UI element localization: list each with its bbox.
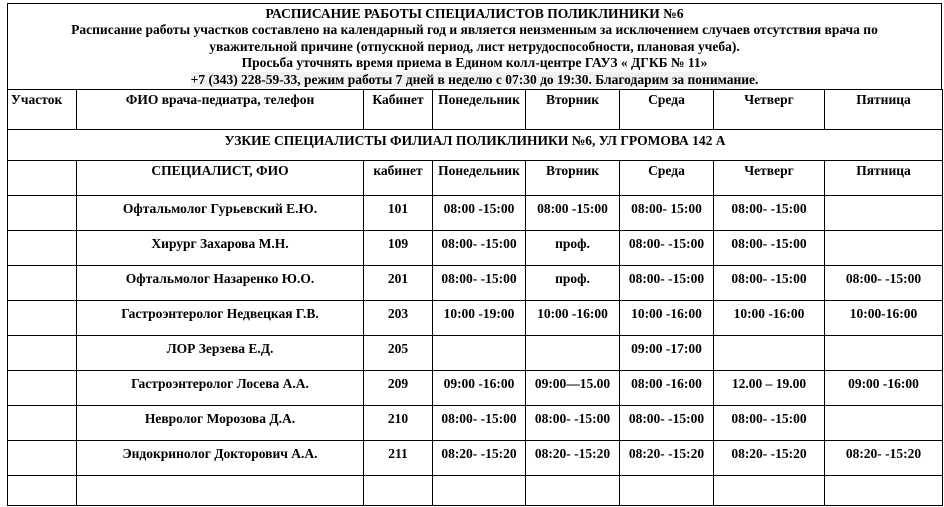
cell-specialist: Хирург Захарова М.Н. xyxy=(77,231,364,266)
cell-wed: 08:00- -15:00 xyxy=(620,406,714,441)
cell-thu: 12.00 – 19.00 xyxy=(714,371,825,406)
cell-mon: 09:00 -16:00 xyxy=(433,371,526,406)
cell-tue: проф. xyxy=(526,266,620,301)
cell-uchastok xyxy=(8,301,77,336)
cell-fri: 09:00 -16:00 xyxy=(825,371,943,406)
cell-specialist: Офтальмолог Гурьевский Е.Ю. xyxy=(77,196,364,231)
sub-header-cabinet: кабинет xyxy=(364,161,433,196)
cell-tue: 10:00 -16:00 xyxy=(526,301,620,336)
cell-cabinet: 209 xyxy=(364,371,433,406)
empty-cell xyxy=(77,476,364,506)
cell-fri xyxy=(825,196,943,231)
cell-mon: 08:00- -15:00 xyxy=(433,406,526,441)
col-header-uchastok: Участок xyxy=(8,90,77,130)
empty-cell xyxy=(364,476,433,506)
cell-specialist: ЛОР Зерзева Е.Д. xyxy=(77,336,364,371)
table-row xyxy=(8,231,943,266)
cell-uchastok xyxy=(8,231,77,266)
sub-header-fri: Пятница xyxy=(825,161,943,196)
table-row xyxy=(8,266,943,301)
sub-header-wed: Среда xyxy=(620,161,714,196)
cell-mon: 08:20- -15:20 xyxy=(433,441,526,476)
cell-mon: 08:00 -15:00 xyxy=(433,196,526,231)
empty-cell xyxy=(526,476,620,506)
cell-thu xyxy=(714,336,825,371)
cell-specialist: Гастроэнтеролог Недвецкая Г.В. xyxy=(77,301,364,336)
table-row xyxy=(8,301,943,336)
cell-tue xyxy=(526,336,620,371)
cell-uchastok xyxy=(8,371,77,406)
cell-tue: проф. xyxy=(526,231,620,266)
cell-thu: 08:20- -15:20 xyxy=(714,441,825,476)
table-row xyxy=(8,196,943,231)
cell-tue: 08:00- -15:00 xyxy=(526,406,620,441)
cell-mon: 10:00 -19:00 xyxy=(433,301,526,336)
empty-cell xyxy=(620,476,714,506)
contact-line: +7 (343) 228-59-33, режим работы 7 дней в неделю с 07:30 до 19:30. Благодарим за понимание. xyxy=(190,71,759,87)
section-row xyxy=(8,130,943,161)
cell-tue: 08:20- -15:20 xyxy=(526,441,620,476)
section-title: УЗКИЕ СПЕЦИАЛИСТЫ ФИЛИАЛ ПОЛИКЛИНИКИ №6, УЛ ГРОМОВА 142 А xyxy=(8,130,943,161)
sub-header-mon: Понедельник xyxy=(433,161,526,196)
cell-cabinet: 205 xyxy=(364,336,433,371)
cell-wed: 09:00 -17:00 xyxy=(620,336,714,371)
cell-thu: 08:00- -15:00 xyxy=(714,266,825,301)
table-row xyxy=(8,336,943,371)
sub-header-empty xyxy=(8,161,77,196)
cell-tue: 09:00—15.00 xyxy=(526,371,620,406)
cell-specialist: Офтальмолог Назаренко Ю.О. xyxy=(77,266,364,301)
col-header-wed: Среда xyxy=(620,90,714,130)
cell-cabinet: 210 xyxy=(364,406,433,441)
cell-specialist: Невролог Морозова Д.А. xyxy=(77,406,364,441)
col-header-fri: Пятница xyxy=(825,90,943,130)
schedule-table xyxy=(7,89,943,506)
cell-wed: 08:20- -15:20 xyxy=(620,441,714,476)
cell-wed: 08:00- 15:00 xyxy=(620,196,714,231)
notice-line-2: уважительной причине (отпускной период, лист нетрудоспособности, плановая учеба). xyxy=(209,38,740,54)
cell-cabinet: 203 xyxy=(364,301,433,336)
cell-cabinet: 101 xyxy=(364,196,433,231)
cell-cabinet: 109 xyxy=(364,231,433,266)
cell-fri: 08:20- -15:20 xyxy=(825,441,943,476)
empty-cell xyxy=(8,476,77,506)
cell-thu: 08:00- -15:00 xyxy=(714,406,825,441)
sub-header-specialist: СПЕЦИАЛИСТ, ФИО xyxy=(77,161,364,196)
sub-header-tue: Вторник xyxy=(526,161,620,196)
cell-mon: 08:00- -15:00 xyxy=(433,266,526,301)
cell-cabinet: 211 xyxy=(364,441,433,476)
col-header-tue: Вторник xyxy=(526,90,620,130)
schedule-document xyxy=(7,3,942,506)
cell-wed: 08:00 -16:00 xyxy=(620,371,714,406)
cell-uchastok xyxy=(8,266,77,301)
sub-header-thu: Четверг xyxy=(714,161,825,196)
col-header-doctor: ФИО врача-педиатра, телефон xyxy=(77,90,364,130)
cell-uchastok xyxy=(8,196,77,231)
empty-row xyxy=(8,476,943,506)
cell-mon: 08:00- -15:00 xyxy=(433,231,526,266)
empty-cell xyxy=(825,476,943,506)
cell-specialist: Эндокринолог Докторович А.А. xyxy=(77,441,364,476)
cell-fri: 08:00- -15:00 xyxy=(825,266,943,301)
cell-fri xyxy=(825,231,943,266)
column-header-row xyxy=(8,90,943,130)
cell-specialist: Гастроэнтеролог Лосева А.А. xyxy=(77,371,364,406)
cell-uchastok xyxy=(8,441,77,476)
empty-cell xyxy=(433,476,526,506)
cell-uchastok xyxy=(8,406,77,441)
cell-thu: 08:00- -15:00 xyxy=(714,231,825,266)
cell-thu: 10:00 -16:00 xyxy=(714,301,825,336)
table-row xyxy=(8,371,943,406)
cell-cabinet: 201 xyxy=(364,266,433,301)
sub-header-row xyxy=(8,161,943,196)
notice-line-1: Расписание работы участков составлено на календарный год и является неизменным за исключением случаев отсутствия врача по xyxy=(71,22,878,38)
table-row xyxy=(8,406,943,441)
table-row xyxy=(8,441,943,476)
empty-cell xyxy=(714,476,825,506)
cell-fri xyxy=(825,406,943,441)
cell-mon xyxy=(433,336,526,371)
cell-fri xyxy=(825,336,943,371)
cell-thu: 08:00- -15:00 xyxy=(714,196,825,231)
notice-line-3: Просьба уточнять время приема в Едином колл-центре ГАУЗ « ДГКБ № 11» xyxy=(241,55,708,71)
cell-wed: 08:00- -15:00 xyxy=(620,266,714,301)
page-title: РАСПИСАНИЕ РАБОТЫ СПЕЦИАЛИСТОВ ПОЛИКЛИНИКИ №6 xyxy=(265,6,684,21)
cell-fri: 10:00-16:00 xyxy=(825,301,943,336)
header-block xyxy=(7,3,942,89)
col-header-mon: Понедельник xyxy=(433,90,526,130)
cell-uchastok xyxy=(8,336,77,371)
cell-tue: 08:00 -15:00 xyxy=(526,196,620,231)
cell-wed: 08:00- -15:00 xyxy=(620,231,714,266)
col-header-cabinet: Кабинет xyxy=(364,90,433,130)
cell-wed: 10:00 -16:00 xyxy=(620,301,714,336)
col-header-thu: Четверг xyxy=(714,90,825,130)
